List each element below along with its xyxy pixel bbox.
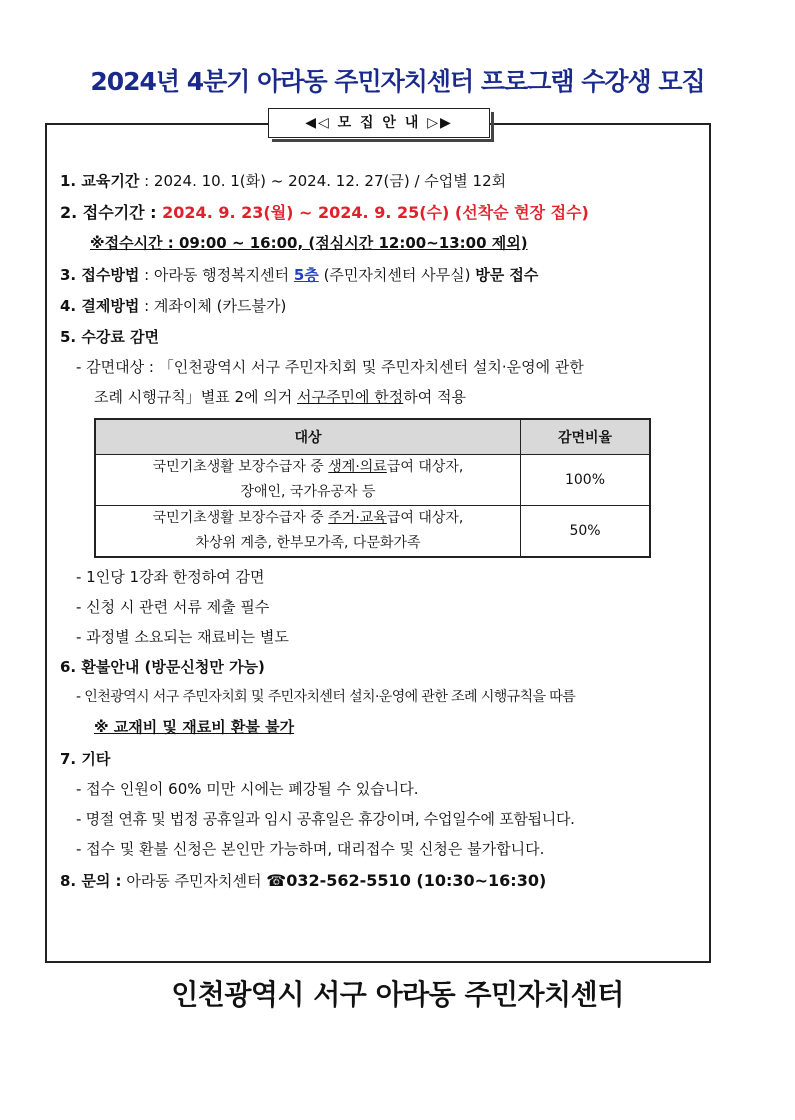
row2-line1-post: 급여 대상자, [386, 510, 464, 526]
refund-note: ※ 교재비 및 재료비 환불 불가 [94, 718, 295, 736]
contact-label: 8. 문의 : [60, 872, 122, 890]
reception-method [60, 264, 538, 285]
table-cell-rate: 50% [521, 506, 651, 558]
discount-note-2: - 신청 시 관련 서류 제출 필수 [76, 598, 270, 616]
row2-line1-underlined: 주거·교육 [328, 510, 387, 526]
discount-target-underlined: 서구주민에 한정 [297, 388, 404, 406]
row1-line2: 장애인, 국가유공자 등 [240, 484, 376, 500]
discount-heading: 5. 수강료 감면 [60, 328, 160, 346]
education-period-value: : 2024. 10. 1(화) ~ 2024. 12. 27(금) / 수업별 12회 [139, 172, 507, 190]
notice-box-label: ◀◁ 모 집 안 내 ▷▶ [268, 108, 490, 138]
row1-line1-pre: 국민기초생활 보장수급자 중 [152, 459, 329, 475]
reception-period-value: 2024. 9. 23(월) ~ 2024. 9. 25(수) (선착순 현장 접수) [162, 203, 589, 222]
payment-method [60, 295, 286, 316]
refund-line: - 인천광역시 서구 주민자치회 및 주민자치센터 설치·운영에 관한 조례 시행규칙을 따름 [76, 689, 576, 705]
table-header-target: 대상 [95, 419, 521, 455]
etc-line-3: - 접수 및 환불 신청은 본인만 가능하며, 대리접수 및 신청은 불가합니다. [76, 840, 545, 858]
table-row [95, 506, 650, 558]
contact-phone: ☎032-562-5510 (10:30~16:30) [266, 871, 547, 890]
discount-target-line2 [94, 386, 466, 407]
discount-note-3: - 과정별 소요되는 재료비는 별도 [76, 628, 289, 646]
reception-period-sep: : [144, 203, 163, 222]
row1-line1-underlined: 생계·의료 [328, 459, 387, 475]
reception-floor: 5층 [293, 266, 319, 284]
reception-method-label: 3. 접수방법 [60, 266, 140, 284]
discount-target-pre: 조례 시행규칙」별표 2에 의거 [94, 388, 298, 406]
reception-visit: 방문 접수 [475, 266, 539, 284]
discount-target-line1: - 감면대상 : 「인천광역시 서구 주민자치회 및 주민자치센터 설치·운영에 관한 [76, 358, 584, 376]
reception-time: ※접수시간 : 09:00 ~ 16:00, (점심시간 12:00~13:00 제외) [90, 234, 528, 252]
reception-method-pre: : 아라동 행정복지센터 [139, 266, 294, 284]
row2-line2: 차상위 계층, 한부모가족, 다문화가족 [195, 535, 421, 551]
etc-heading: 7. 기타 [60, 750, 111, 768]
reception-method-post: (주민자치센터 사무실) [318, 266, 476, 284]
reception-period [60, 200, 589, 223]
refund-heading: 6. 환불안내 (방문신청만 가능) [60, 658, 265, 676]
discount-target-post: 하여 적용 [403, 388, 466, 406]
reception-period-label: 2. 접수기간 [60, 203, 145, 222]
payment-method-value: : 계좌이체 (카드불가) [139, 297, 287, 315]
row1-line1-post: 급여 대상자, [386, 459, 464, 475]
table-cell-target [95, 455, 521, 506]
table-header-row [95, 419, 650, 455]
education-period [60, 170, 506, 191]
contact [60, 870, 546, 891]
footer-organization: 인천광역시 서구 아라동 주민자치센터 [171, 978, 624, 1011]
etc-line-2: - 명절 연휴 및 법정 공휴일과 임시 공휴일은 휴강이며, 수업일수에 포함됩니다. [76, 810, 575, 828]
table-header-rate: 감면비율 [521, 419, 651, 455]
discount-note-1: - 1인당 1강좌 한정하여 감면 [76, 568, 265, 586]
etc-line-1: - 접수 인원이 60% 미만 시에는 폐강될 수 있습니다. [76, 780, 419, 798]
row2-line1-pre: 국민기초생활 보장수급자 중 [152, 510, 329, 526]
contact-text: 아라동 주민자치센터 [121, 872, 267, 890]
table-row [95, 455, 650, 506]
page-title: 2024년 4분기 아라동 주민자치센터 프로그램 수강생 모집 [90, 67, 705, 96]
discount-table [94, 418, 651, 558]
table-cell-target [95, 506, 521, 558]
education-period-label: 1. 교육기간 [60, 172, 140, 190]
table-cell-rate: 100% [521, 455, 651, 506]
payment-method-label: 4. 결제방법 [60, 297, 140, 315]
